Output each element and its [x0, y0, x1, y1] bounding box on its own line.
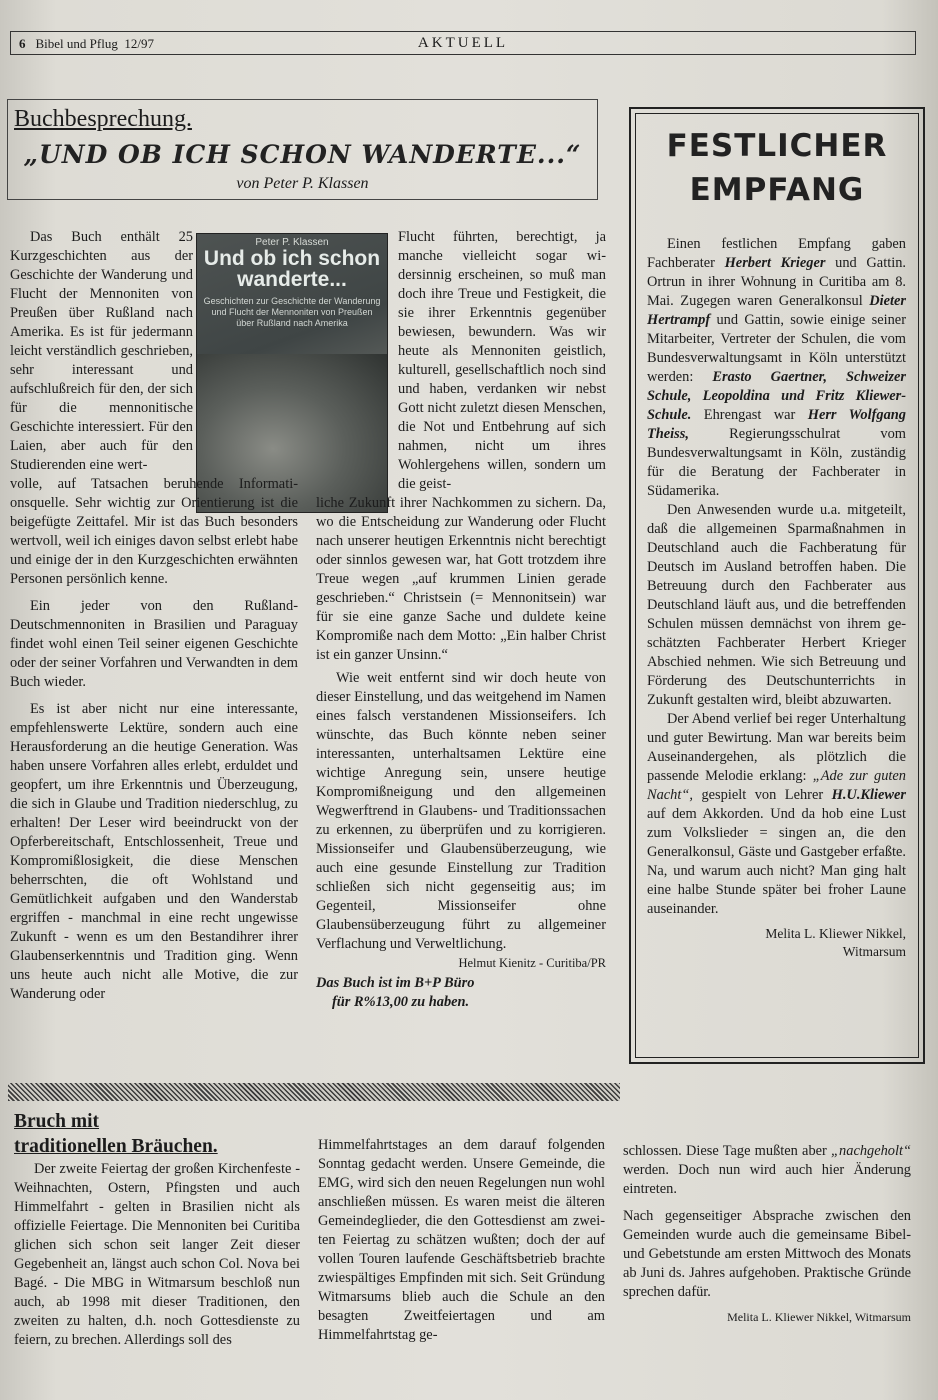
review-book-title: „UND OB ICH SCHON WANDERTE...“: [23, 140, 582, 169]
review-paragraph: Flucht führten, berechtigt, ja manche vielleicht sogar widersinnig erscheinen, so muß man doch ihre Treue und Festigkeit, die sie ihrer Erkenntnis gegenüber bewiesen, bewundern. Was wir heute als Mennoniten geistlich, kulturell, gesellschaftlich noch sind und haben, verdanken wir nebst Gott nicht zuletzt diesen Menschen, die Not und Entbehrung auf sich nahmen, nicht um ihres Wohlergehens willen, sondern um die geist-: [398, 229, 606, 492]
review-paragraph: Es ist aber nicht nur eine interessante, empfehlenswerte Lektüre, sondern auch eine Herausforderung an die heutige Generation. Was haben unsere Vorfahren alles erlebt, erduldet und geopfert, um ihre Erkenntnis und Überzeugung, die sich in Glaube und Tradition niederschlug, zu erhalten! Der Leser wird beeindruckt von der Opferbereitschaft, Entschlossenheit, Treue und Kompromißlosigkeit, die diese Menschen beherrschten, die oft Wohlstand und Gemütlichkeit aufgaben und den Wanderstab ergriffen - manchmal in eine recht ungewisse Zukunft - wenn es um den Bestandihrer ihrer Glaubenserkenntnis und Tradition ging. Wenn uns heute auch nicht alle Motive, die zur Wanderung oder: [10, 701, 298, 1002]
custom-article-column-2: [318, 1136, 605, 1345]
custom-article-title: Bruch mit traditionellen Bräuchen.: [14, 1111, 218, 1157]
cover-author: Peter P. Klassen: [255, 237, 329, 248]
reception-signature-place: Witmarsum: [842, 944, 906, 959]
review-column-2: [316, 228, 606, 1012]
review-column-1: [10, 228, 298, 1004]
review-byline: von Peter P. Klassen: [236, 175, 369, 192]
review-paragraph: Wie weit entfernt sind wir doch heute von dieser Einstellung, und das weitgehend im Namen eines falsch verstandenen Missionseifers. Ich wünschte, das Buch könnte neben seiner interessanten, unterhaltsamen Lektüre eine wichtige Anregung sein, unsere heutige Kompromißneigung und den allgemeinen Wegwerftrend in Glaubens- und Traditionssachen zu erkennen, zu überprüfen und zu korrigieren. Missionseifer und Glaubensüberzeugung, wie auch eine gesunde Einstellung zur Tradition schließen sich nicht gegenseitig aus; im Gegenteil, Missionseifer ohne Glaubensüberzeugung führt zu allgemeiner Verflachung und Verweltlichung.: [316, 670, 606, 952]
custom-paragraph: Himmelfahrtstages an dem darauf folgenden Sonntag gedacht werden. Unsere Gemeinde, die EMG, wird sich den neuen Regelungen nun wohl anschließen müssen. Es waren meist die älteren Gemeindeglieder, die den Gottesdienst am zweiten Feiertag zu schätzen wußten; doch der auf vollen Touren laufende Geschäftsbetrieb brachte zwiespältiges Empfinden mit sich. Seit Gründung Witmarsums blieb auch die Schule an den besagten Zweitfeiertagen und am Himmelfahrtstag ge-: [318, 1137, 605, 1343]
publication-name: Bibel und Pflug: [35, 36, 118, 51]
review-kicker: Buchbesprechung.: [14, 106, 192, 132]
purchase-note-line1: Das Buch ist im B+P Büro: [316, 975, 475, 991]
review-paragraph: liche Zukunft ihrer Nachkommen zu sichern. Da, wo die Entscheidung zur Wanderung oder Flucht nach unserer heutigen Erkenntnis nicht berechtigt oder sinnlos gewesen war, hat Gott trotzdem ihre Treue wegen „auf krummen Linien gerade geschrieben.“ Christsein (= Mennonitsein) war für sie eine ganze Sache und duldete keine Kompromiße nach dem Motto: „Ein halber Christ ist ein ganzer Unsinn.“: [316, 495, 606, 663]
reception-body: [647, 235, 906, 961]
custom-signature: Melita L. Kliewer Nikkel, Witmarsum: [727, 1310, 911, 1324]
cover-subtitle: Geschichten zur Geschichte der Wanderung und Flucht der Mennoniten von Preußen über Rußland nach Amerika: [203, 296, 381, 328]
reception-title: FESTLICHER EMPFANG: [666, 128, 888, 208]
reception-paragraph: Der Abend verlief bei reger Unterhaltung und guter Bewirtung. Man war bereits beim Auseinandergehen, als plötzlich die passende Melodie erklang: „Ade zur guten Nacht“, gespielt von Lehrer H.U.Kliewer auf dem Akkorden. Und da hob eine Lust zum Volkslieder = singen an, die den Generalkonsul, Gäste und Gastgeber erfaßte. Na, und warum auch nicht? Man ging halt eine halbe Stunde später bei froher Laune auseinander.: [647, 711, 906, 917]
reception-paragraph: Den Anwesenden wurde u.a. mitgeteilt, daß die allgemeinen Sparmaßnahmen in Deutschland auch die Fachberatung für Deutsch im Ausland betroffen haben. Die Betreuung durch den Fachberater aus Deutschland läuft aus, und die betreffenden Schulen müssen demnächst von ihrem geschätzten Fachberater Herbert Krieger Abschied nehmen. Wie sich Betreuung und Förderung des Deutschunterrichts in Zukunft gestalten wird, bleibt abzuwarten.: [647, 502, 906, 708]
custom-article-column-1: [14, 1160, 300, 1350]
cover-title: Und ob ich schon wanderte...: [203, 247, 381, 291]
page-header: [10, 31, 916, 55]
custom-paragraph: Der zweite Feiertag der großen Kirchenfeste - Weihnachten, Ostern, Pfingsten und auch Himmelfahrt - gelten in Brasilien nicht als offizielle Feiertage. Die Mennoniten bei Curitiba glichen sich schon seit langer Zeit dieser Gegebenheit an, längst auch schon Col. Nova bei Bagé. - Die MBG in Witmarsum beschloß nun auch, ab 1998 mit dieser Traditionen, den zweiten zu halten, d.h. noch Gottesdienste zu feiern, zu brechen. Allerdings soll des: [14, 1161, 300, 1348]
custom-paragraph: schlossen. Diese Tage mußten aber „nachgeholt“ werden. Doch nun wird auch hier Änderung eintreten.: [623, 1143, 911, 1197]
section-name: AKTUELL: [417, 35, 509, 51]
review-signature: Helmut Kienitz - Curitiba/PR: [458, 956, 606, 970]
custom-article-column-3: [623, 1142, 911, 1326]
review-title-box: [7, 99, 598, 200]
custom-paragraph: Nach gegenseitiger Absprache zwischen den Gemeinden wurde auch die gemeinsame Bibel- und Gebetstunde am ersten Mittwoch des Monats ab Juni ds. Jahres aufgehoben. Praktische Gründe sprechen dafür.: [623, 1208, 911, 1300]
review-paragraph: Ein jeder von den Rußland-Deutschmennoniten in Brasilien und Paraguay findet wohl einen Teil seiner eigenen Geschichte oder der seiner Vorfahren und Verwandten in dem Buch wieder.: [10, 598, 298, 690]
issue: 12/97: [124, 36, 154, 51]
reception-signature-name: Melita L. Kliewer Nikkel,: [765, 926, 906, 941]
purchase-note-line2: für R%13,00 zu haben.: [332, 994, 470, 1010]
page-number: 6: [19, 36, 26, 51]
reception-paragraph: Einen festlichen Empfang gaben Fachberater Herbert Krieger und Gattin. Ortrun in ihrer Wohnung in Curitiba am 8. Mai. Zugegen waren Generalkonsul Dieter Hertrampf und Gattin, sowie einige seiner Mitarbeiter, Vertreter der Schulen, die vom Bundesverwaltungsamt in Köln unterstützt werden: Erasto Gaertner, Schweizer Schule, Leopoldina und Fritz Kliewer-Schule. Ehrengast war Herr Wolfgang Theiss, Regierungsschulrat vom Bundesverwaltungsamt in Köln, zuständig für die Beratung der Fachberater in Südamerika.: [647, 236, 906, 499]
section-divider: [8, 1083, 620, 1101]
review-paragraph: Das Buch enthält 25 Kurzgeschichten aus der Geschichte der Wanderung und Flucht der Mennoniten von Preußen über Rußland nach Amerika. Es ist für jedermann leicht verständlich geschrieben, sehr interessant und aufschlußreich für den, der sich für die mennonitische Geschichte interessiert. Für den Laien, aber auch für den Studierenden eine wert-: [10, 229, 193, 473]
review-paragraph: volle, auf Tatsachen beruhende Informationsquelle. Sehr wichtig zur Orientierung ist die beigefügte Zeittafel. Mir ist das Buch besonders wertvoll, weil ich einiges davon selbst erlebt habe und einige der in den Kurzgeschichten erwähnten Personen persönlich kenne.: [10, 476, 298, 587]
